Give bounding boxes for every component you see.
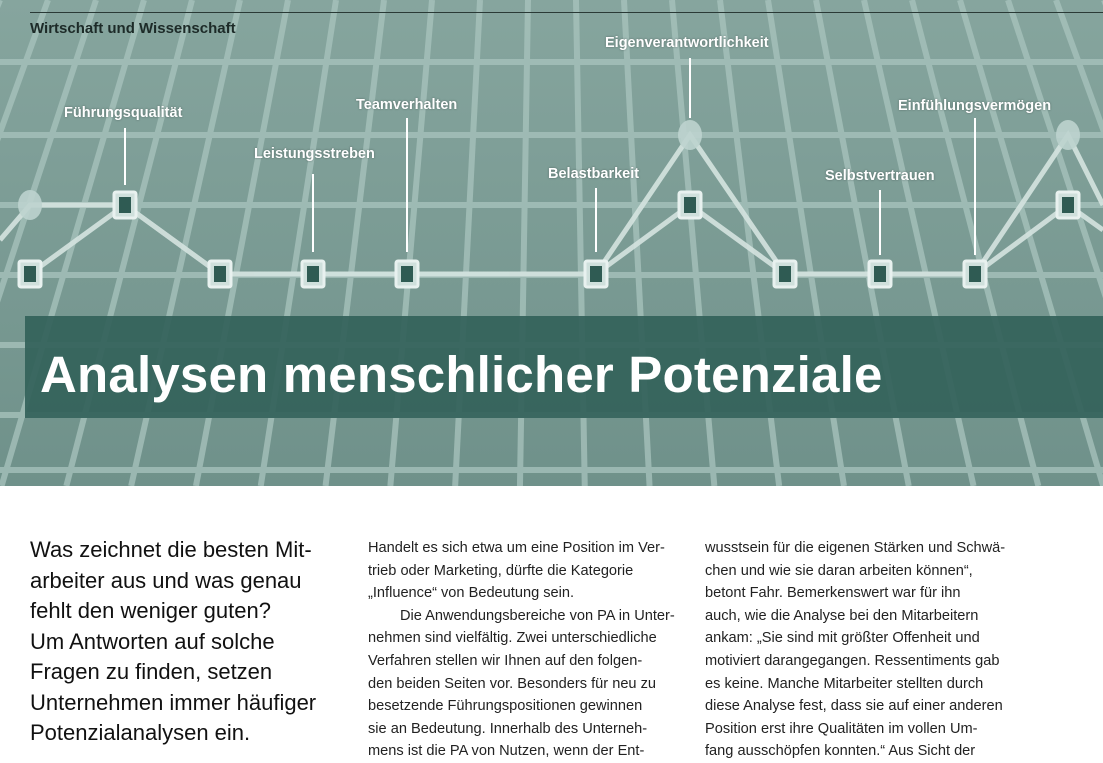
graph-node-core [401,266,413,282]
body-line: motiviert darangegangen. Ressentiments gab [705,652,1000,669]
graph-node-core [214,266,226,282]
body-column-2 [705,537,1005,763]
body-line: mens ist die PA von Nutzen, wenn der Ent- [368,743,645,760]
body-line: „Influence“ von Bedeutung sein. [368,585,575,602]
graph-node-core [874,266,886,282]
body-line: wusstsein für die eigenen Stärken und Schwä- [705,540,1006,556]
body-line: den beiden Seiten vor. Besonders für neu zu [368,675,657,692]
trait-label: Belastbarkeit [548,166,640,182]
page-title: Analysen menschlicher Potenziale [40,346,883,403]
trait-label: Eigenverantwortlichkeit [605,35,769,51]
body-line: Die Anwendungsbereiche von PA in Unter- [400,607,675,624]
section-label: Wirtschaft und Wissenschaft [30,20,236,37]
body-column-1 [368,537,675,763]
body-line: Position erst ihre Qualitäten im vollen Um- [705,720,978,737]
graph-node-core [119,197,131,213]
intro-line: fehlt den weniger guten? [30,598,271,623]
body-line: ankam: „Sie sind mit größter Offenheit und [705,630,980,647]
body-line: Verfahren stellen wir Ihnen auf den folgen- [368,652,643,669]
graph-node-core [779,266,791,282]
graph-peak-node [678,120,702,150]
body-line: fang ausschöpfen konnten.“ Aus Sicht der [705,743,976,760]
body-line: trieb oder Marketing, dürfte die Kategorie [368,562,634,579]
graph-node-core [307,266,319,282]
body-line: es keine. Manche Mitarbeiter stellten durch [705,675,984,692]
intro-line: Um Antworten auf solche [30,628,275,654]
graph-peak-node [18,190,42,220]
trait-label: Selbstvertrauen [825,168,935,184]
graph-node-core [684,197,696,213]
graph-node-core [590,266,602,282]
header-rule [30,12,1103,13]
body-line: chen und wie sie daran arbeiten können“, [705,562,973,579]
graph-node-core [24,266,36,282]
intro-line: arbeiter aus und was genau [30,567,302,593]
body-line: Handelt es sich etwa um eine Position im Ver- [368,540,665,556]
body-line: besetzende Führungspositionen gewinnen [368,698,643,715]
body-line: sie an Bedeutung. Innerhalb des Unterneh- [368,720,648,737]
body-line: betont Fahr. Bemerkenswert war für ihn [705,585,961,602]
intro-lead [30,535,340,749]
intro-line: Potenzialanalysen ein. [30,720,251,745]
body-line: nehmen sind vielfältig. Zwei unterschiedliche [368,630,657,647]
trait-label: Führungsqualität [64,105,183,121]
body-line: diese Analyse fest, dass sie auf einer anderen [705,698,1003,715]
intro-line: Unternehmen immer häufiger [30,689,317,715]
intro-line: Fragen zu finden, setzen [30,659,273,684]
trait-label: Teamverhalten [356,97,458,113]
intro-line: Was zeichnet die besten Mit- [30,537,312,562]
graph-node-core [969,266,981,282]
graph-peak-node [1056,120,1080,150]
graph-node-core [1062,197,1074,213]
trait-label: Einfühlungsvermögen [898,98,1052,114]
body-line: auch, wie die Analyse bei den Mitarbeitern [705,607,979,624]
trait-label: Leistungsstreben [254,146,375,162]
